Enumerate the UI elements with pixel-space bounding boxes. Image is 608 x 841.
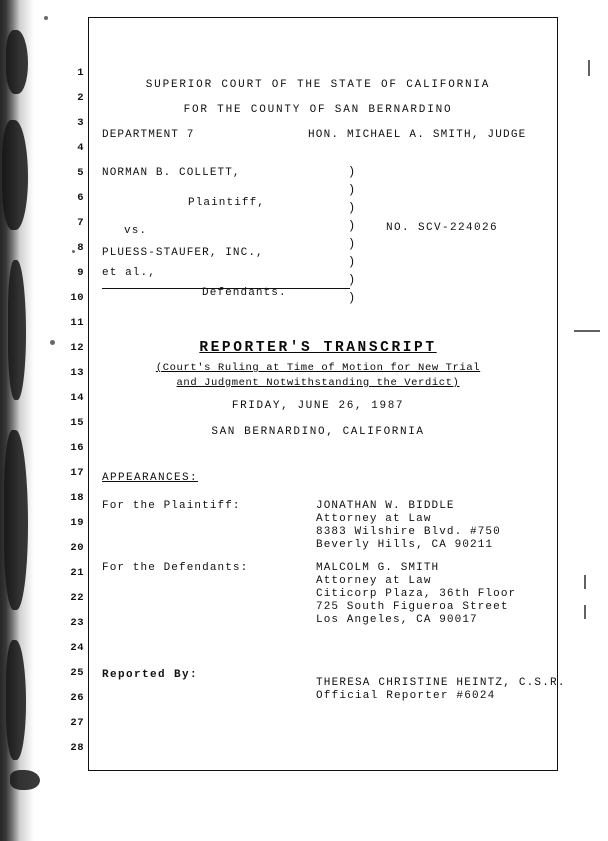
reporter-name: THERESA CHRISTINE HEINTZ, C.S.R. <box>316 677 566 689</box>
line-number: 16 <box>70 442 84 454</box>
line-number: 18 <box>70 492 84 504</box>
plaintiff-name: NORMAN B. COLLETT, <box>102 167 241 179</box>
transcript-title: REPORTER'S TRANSCRIPT <box>199 340 437 356</box>
scan-blotch <box>2 120 28 230</box>
defendant-etal: et al., <box>102 267 156 279</box>
line-number: 24 <box>70 642 84 654</box>
caption-paren: ) <box>348 237 356 251</box>
line-number: 23 <box>70 617 84 629</box>
versus-label: vs. <box>124 225 148 237</box>
transcript-subtitle-line-1: (Court's Ruling at Time of Motion for New Trial <box>155 362 481 374</box>
scan-speck <box>50 340 55 345</box>
plaintiff-counsel-street: 8383 Wilshire Blvd. #750 <box>316 526 501 538</box>
case-number: NO. SCV-224026 <box>386 222 499 234</box>
line-number: 14 <box>70 392 84 404</box>
scan-blotch <box>8 260 26 400</box>
hearing-date: FRIDAY, JUNE 26, 1987 <box>231 400 405 412</box>
transcript-subtitle-line-2: and Judgment Notwithstanding the Verdict) <box>176 377 460 389</box>
appearance-party-defendants: For the Defendants: <box>102 562 249 574</box>
defense-counsel-building: Citicorp Plaza, 36th Floor <box>316 588 517 600</box>
line-number: 4 <box>77 142 84 154</box>
line-number: 1 <box>77 67 84 79</box>
line-number: 12 <box>70 342 84 354</box>
scan-right-mark <box>584 605 586 619</box>
caption-paren: ) <box>348 291 356 305</box>
caption-paren: ) <box>348 219 356 233</box>
line-number: 10 <box>70 292 84 304</box>
line-number: 11 <box>70 317 84 329</box>
defendants-label: Defendants. <box>202 287 287 299</box>
line-number: 17 <box>70 467 84 479</box>
appearance-party-plaintiff: For the Plaintiff: <box>102 500 241 512</box>
line-number: 2 <box>77 92 84 104</box>
line-number: 8 <box>77 242 84 254</box>
line-number: 28 <box>70 742 84 754</box>
line-number: 5 <box>77 167 84 179</box>
scan-right-mark <box>584 575 586 589</box>
scan-blotch <box>6 30 28 94</box>
line-number-column <box>60 55 84 754</box>
scan-speck <box>44 16 48 20</box>
line-number: 9 <box>77 267 84 279</box>
transcript-body <box>98 17 566 769</box>
appearances-heading: APPEARANCES: <box>102 472 199 484</box>
judge-label: HON. MICHAEL A. SMITH, JUDGE <box>308 129 527 141</box>
defense-counsel-street: 725 South Figueroa Street <box>316 601 509 613</box>
line-number: 13 <box>70 367 84 379</box>
defense-counsel-title: Attorney at Law <box>316 575 432 587</box>
plaintiff-counsel-title: Attorney at Law <box>316 513 432 525</box>
caption-paren: ) <box>348 201 356 215</box>
line-number: 15 <box>70 417 84 429</box>
scan-blotch <box>10 770 40 790</box>
line-number: 27 <box>70 717 84 729</box>
plaintiff-counsel-name: JONATHAN W. BIDDLE <box>316 500 455 512</box>
plaintiff-counsel-city: Beverly Hills, CA 90211 <box>316 539 494 551</box>
reported-by-label: Reported By: <box>102 669 199 681</box>
line-number: 22 <box>70 592 84 604</box>
scan-blotch <box>4 430 28 610</box>
defendant-name: PLUESS-STAUFER, INC., <box>102 247 264 259</box>
line-number: 26 <box>70 692 84 704</box>
line-number: 25 <box>70 667 84 679</box>
defense-counsel-city: Los Angeles, CA 90017 <box>316 614 478 626</box>
caption-paren: ) <box>348 183 356 197</box>
line-number: 3 <box>77 117 84 129</box>
line-number: 7 <box>77 217 84 229</box>
scan-blotch <box>6 640 26 760</box>
court-heading-line-1: SUPERIOR COURT OF THE STATE OF CALIFORNIA <box>145 79 491 91</box>
court-heading-line-2: FOR THE COUNTY OF SAN BERNARDINO <box>183 104 453 116</box>
line-number: 20 <box>70 542 84 554</box>
caption-paren: ) <box>348 255 356 269</box>
reporter-number: Official Reporter #6024 <box>316 690 496 702</box>
scan-right-mark <box>588 60 590 76</box>
hearing-location: SAN BERNARDINO, CALIFORNIA <box>211 426 425 438</box>
line-number: 6 <box>77 192 84 204</box>
scan-right-mark <box>574 330 600 332</box>
defense-counsel-name: MALCOLM G. SMITH <box>316 562 440 574</box>
line-number: 19 <box>70 517 84 529</box>
department-label: DEPARTMENT 7 <box>102 129 195 141</box>
plaintiff-label: Plaintiff, <box>188 197 266 209</box>
caption-paren: ) <box>348 165 356 179</box>
line-number: 21 <box>70 567 84 579</box>
caption-paren: ) <box>348 273 356 287</box>
